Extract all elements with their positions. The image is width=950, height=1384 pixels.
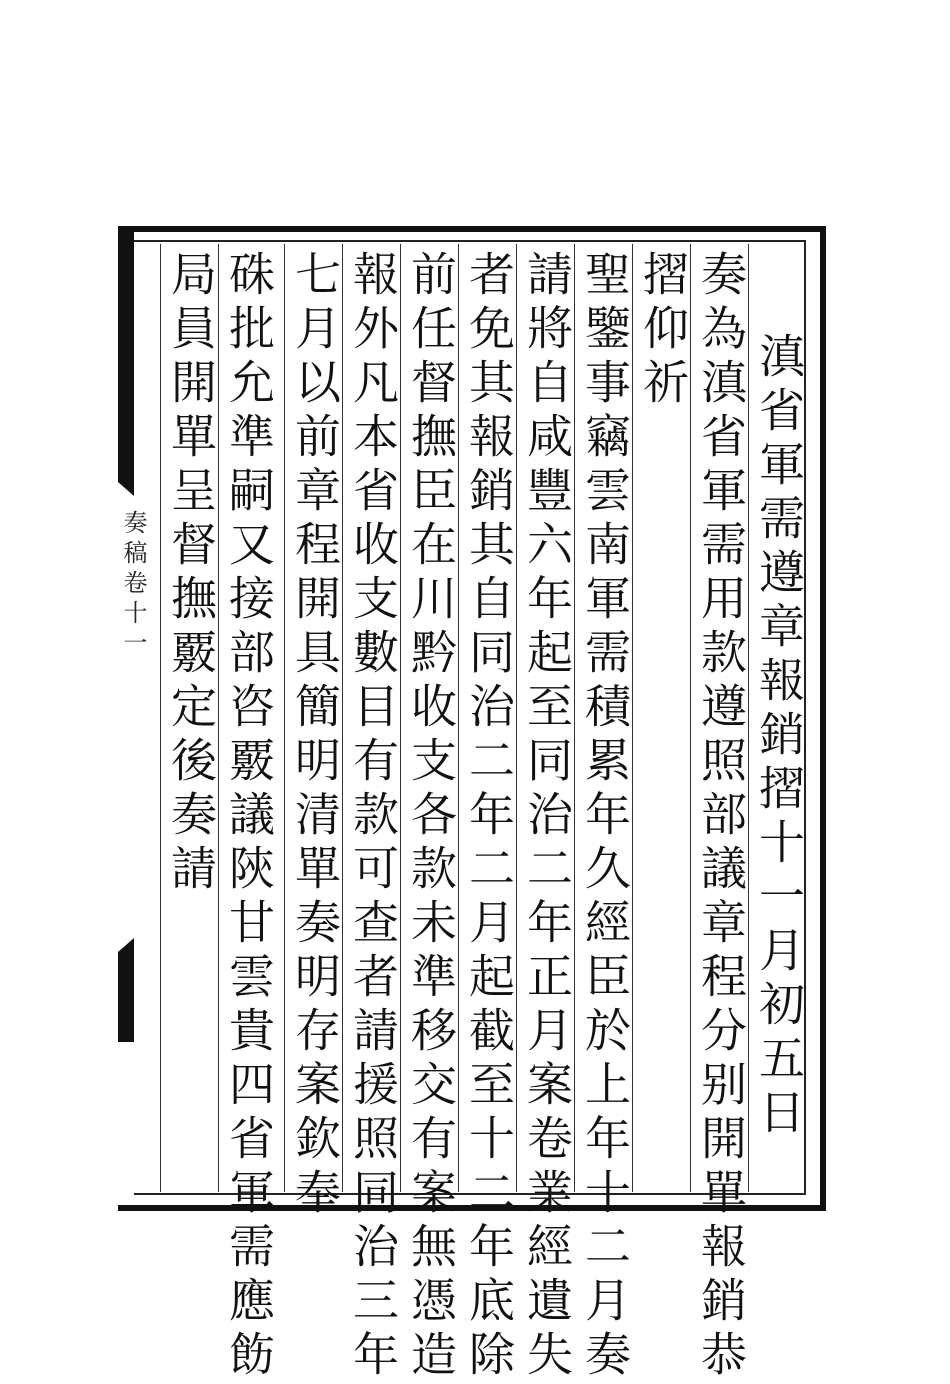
text-column-2 [690,244,748,1384]
column-text-7: 前任督撫臣在川黔收支各款未準移交有案無憑造 [404,250,458,1384]
fish-tail-bottom [118,938,134,952]
margin-bar-bottom [118,952,134,1042]
text-column-11 [160,244,218,1192]
text-column-10 [218,244,276,1384]
column-text-4: 聖鑒事竊雲南軍需積累年久經臣於上年十二月奏 [578,250,632,1384]
text-column-9 [284,244,342,1222]
text-column-5 [516,244,574,1384]
text-column-4 [574,244,632,1384]
column-text-2: 奏為滇省軍需用款遵照部議章程分别開單報銷恭 [694,250,748,1384]
text-column-7 [400,244,458,1384]
text-column-8 [342,244,400,1384]
column-text-5: 請將自咸豐六年起至同治二年正月案卷業經遺失 [520,250,574,1384]
text-column-6 [458,244,516,1384]
fish-tail-margin [118,232,136,1207]
column-text-10: 硃批允準嗣又接部咨覈議陝甘雲貴四省軍需應飭 [222,250,276,1384]
fish-tail-top [118,482,134,496]
margin-bar-top [118,232,134,482]
column-text-6: 者免其報銷其自同治二年二月起截至十二年底除 [462,250,516,1384]
column-text-8: 報外凡本省收支數目有款可查者請援照同治三年 [346,250,400,1384]
margin-title: 奏稿卷十一 [119,510,147,660]
column-text-11: 局員開單呈督撫覈定後奏請 [164,250,218,898]
text-column-1 [748,244,806,1192]
column-text-1: 滇省軍需遵章報銷摺十一月初五日 [752,332,806,1142]
column-text-3: 摺仰祈 [636,250,690,412]
text-column-3 [632,244,690,1192]
column-text-9: 七月以前章程開具簡明清單奏明存案欽奉 [288,250,342,1222]
